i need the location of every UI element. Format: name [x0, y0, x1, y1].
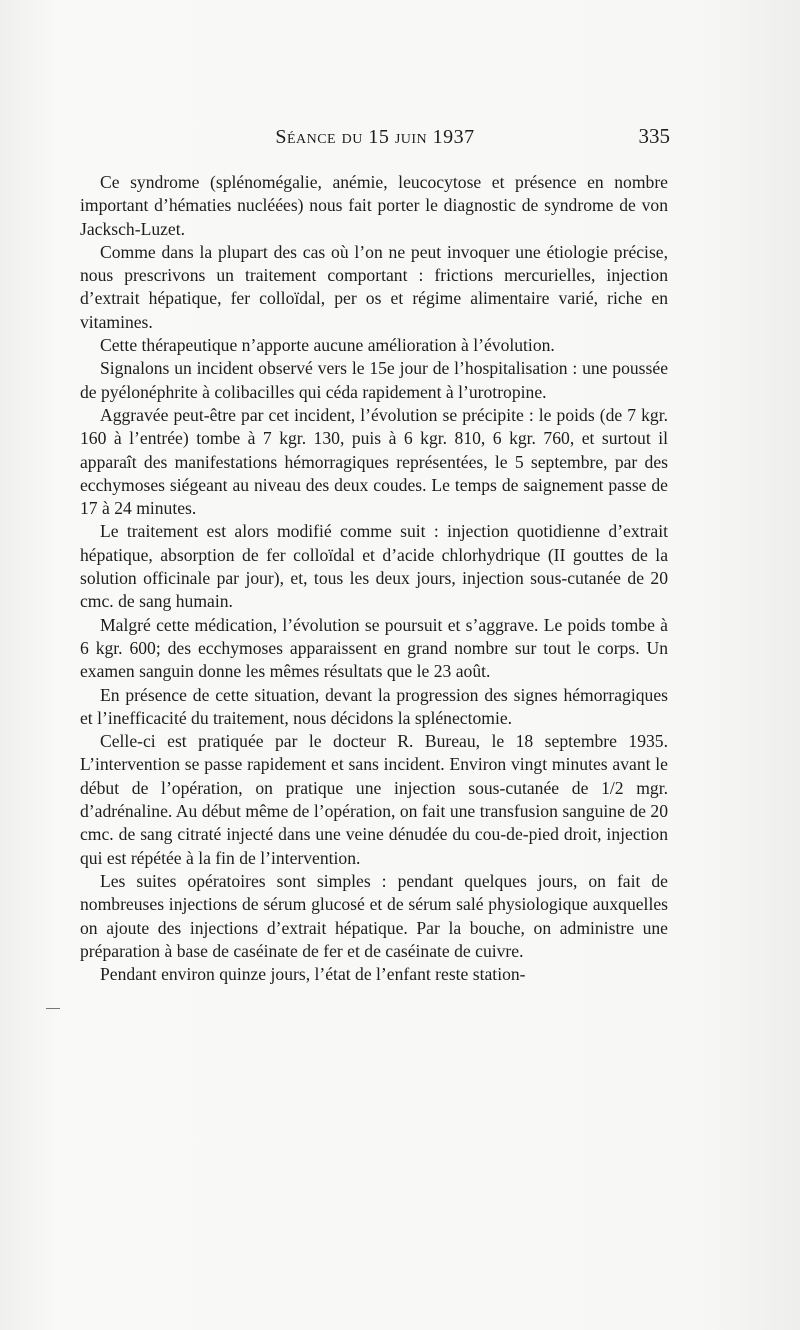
paragraph: Ce syndrome (splénomégalie, anémie, leucocytose et présence en nombre important d’hématies nucléées) nous fait porter le diagnostic de syndrome de von Jacksch-Luzet. — [80, 172, 668, 239]
paragraph: Cette thérapeutique n’apporte aucune amélioration à l’évolution. — [100, 335, 555, 356]
page-header — [80, 124, 670, 154]
paragraph: Malgré cette médication, l’évolution se poursuit et s’aggrave. Le poids tombe à 6 kgr. 600; des ecchymoses apparaissent en grand nombre sur tout le corps. Un examen sanguin donne les mêmes résultats que le 23 août. — [80, 614, 668, 682]
paragraph: Pendant environ quinze jours, l’état de l’enfant reste station- — [100, 964, 526, 985]
paragraph: Comme dans la plupart des cas où l’on ne peut invoquer une étiologie précise, nous prescrivons un traitement comportant : frictions mercurielles, injection d’extrait hépatique, fer colloïdal, per os et régime alimentaire varié, riche en vitamines. — [80, 241, 668, 332]
paragraph: Les suites opératoires sont simples : pendant quelques jours, on fait de nombreuses injections de sérum glucosé et de sérum salé physiologique auxquelles on ajoute des injections d’extrait hépatique. Par la bouche, on administre une préparation à base de caséinate de fer et de caséinate de cuivre. — [80, 870, 668, 961]
margin-mark — [46, 1008, 60, 1009]
paragraph: Signalons un incident observé vers le 15e jour de l’hospitalisation : une poussée de pyélonéphrite à colibacilles qui céda rapidement à l’urotropine. — [80, 358, 668, 402]
body-text — [80, 171, 668, 986]
paragraph: Le traitement est alors modifié comme suit : injection quotidienne d’extrait hépatique, absorption de fer colloïdal et d’acide chlorhydrique (II gouttes de la solution officinale par jour), et, tous les deux jours, injection sous-cutanée de 20 cmc. de sang humain. — [80, 521, 668, 612]
paragraph: En présence de cette situation, devant la progression des signes hémorragiques et l’inefficacité du traitement, nous décidons la splénectomie. — [80, 684, 668, 728]
paragraph: Celle-ci est pratiquée par le docteur R. Bureau, le 18 septembre 1935. L’intervention se passe rapidement et sans incident. Environ vingt minutes avant le début de l’opération, on pratique une injection sous-cutanée de 1/2 mgr. d’adrénaline. Au début même de l’opération, on fait une transfusion sanguine de 20 cmc. de sang citraté injecté dans une veine dénudée du cou-de-pied droit, injection qui est répétée à la fin de l’intervention. — [80, 731, 668, 868]
running-title: Séance du 15 juin 1937 — [275, 126, 475, 148]
page-number: 335 — [638, 124, 670, 148]
paragraph: Aggravée peut-être par cet incident, l’évolution se précipite : le poids (de 7 kgr. 160 à l’entrée) tombe à 7 kgr. 130, puis à 6 kgr. 810, 6 kgr. 760, et surtout il apparaît des manifestations hémorragiques représentées, le 5 septembre, par des ecchymoses siégeant au niveau des deux coudes. Le temps de saignement passe de 17 à 24 minutes. — [80, 404, 668, 519]
